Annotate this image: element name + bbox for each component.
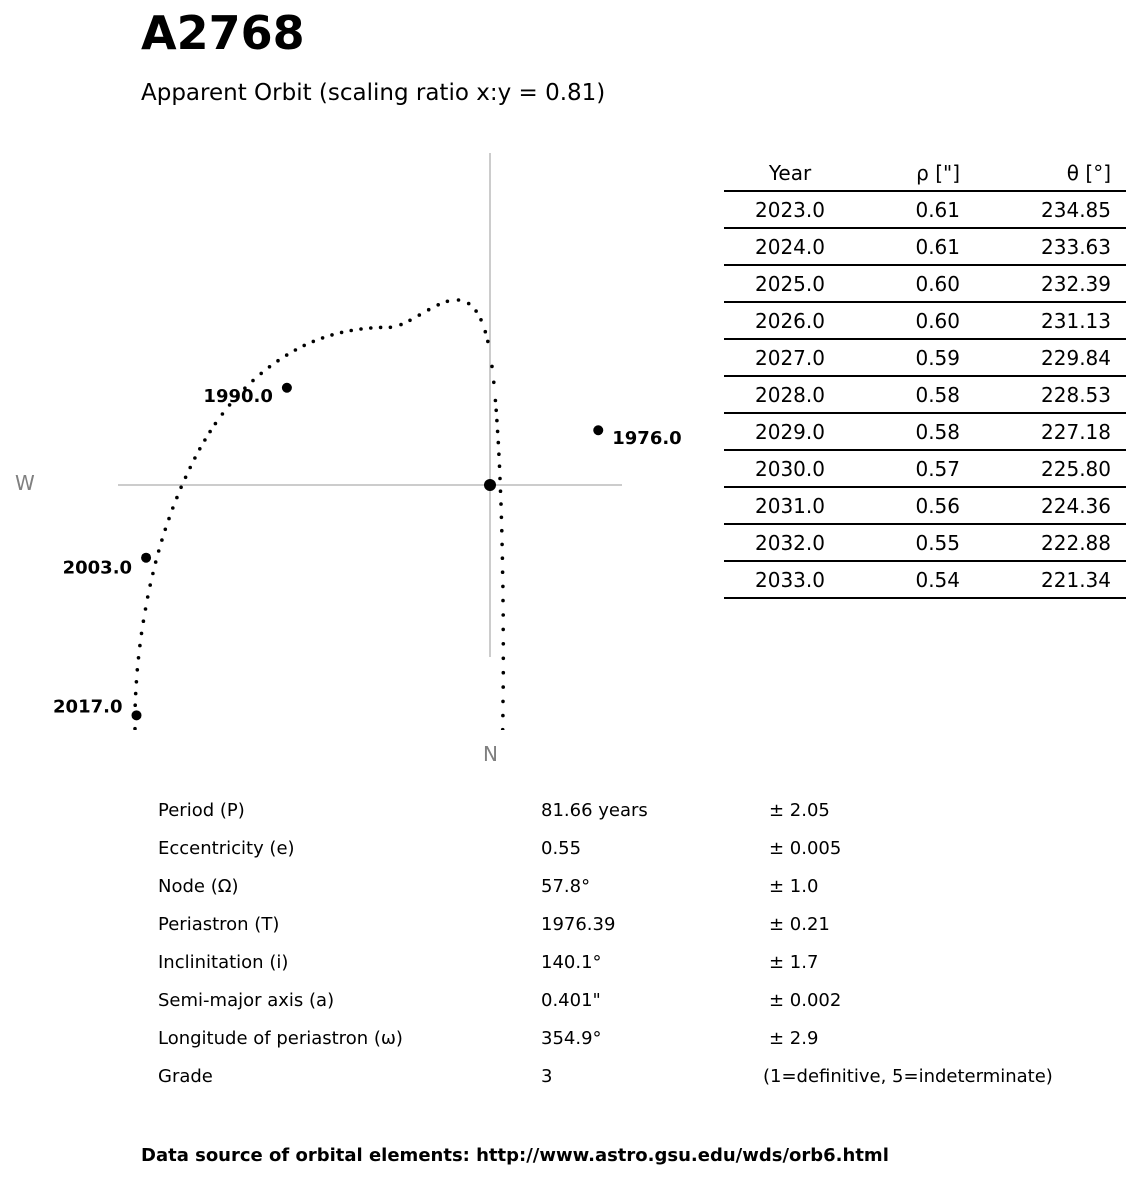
ephemeris-rho: 0.60 [856, 302, 960, 339]
element-error: ± 0.005 [769, 838, 842, 859]
ephemeris-year: 2030.0 [724, 450, 856, 487]
ephemeris-row [724, 487, 1126, 524]
ephemeris-theta: 234.85 [960, 191, 1126, 228]
element-name: Semi-major axis (a) [158, 990, 335, 1011]
ephemeris-year: 2024.0 [724, 228, 856, 265]
element-name: Eccentricity (e) [158, 838, 295, 859]
element-value: 81.66 years [541, 800, 648, 821]
orbit-dot [500, 543, 504, 547]
orbit-dot [179, 486, 183, 490]
ephemeris-header-row [724, 156, 1126, 191]
orbit-dot [193, 456, 197, 460]
chart-subtitle: Apparent Orbit (scaling ratio x:y = 0.81) [141, 80, 606, 106]
orbit-dot [133, 703, 137, 707]
epoch-marker [282, 383, 292, 393]
orbit-plot [0, 130, 720, 730]
element-name: Inclinitation (i) [158, 952, 289, 973]
orbit-dot [136, 668, 140, 672]
orbit-dot [208, 430, 212, 434]
header-theta: θ [°] [960, 156, 1126, 191]
ephemeris-rho: 0.61 [856, 228, 960, 265]
ephemeris-row [724, 265, 1126, 302]
orbit-dot [188, 466, 192, 470]
orbit-dots [133, 298, 505, 730]
orbit-dot [171, 506, 175, 510]
orbit-dot [138, 644, 142, 648]
orbit-dot [133, 727, 137, 730]
orbit-dot [497, 452, 501, 456]
element-name: Periastron (T) [158, 914, 280, 935]
orbit-dot [251, 379, 255, 383]
ephemeris-row [724, 228, 1126, 265]
ephemeris-year: 2028.0 [724, 376, 856, 413]
north-label: N [483, 742, 498, 766]
orbit-dot [198, 447, 202, 451]
ephemeris-row [724, 302, 1126, 339]
element-error: ± 1.0 [769, 876, 819, 897]
orbit-dot [501, 556, 505, 560]
orbit-dot [502, 657, 506, 661]
ephemeris-row [724, 561, 1126, 598]
ephemeris-row [724, 450, 1126, 487]
orbital-elements [158, 800, 1118, 1104]
orbit-dot [501, 585, 505, 589]
ephemeris-rho: 0.59 [856, 339, 960, 376]
element-row [158, 914, 1118, 952]
ephemeris-year: 2025.0 [724, 265, 856, 302]
orbit-dot [486, 340, 490, 344]
element-row [158, 1066, 1118, 1104]
ephemeris-year: 2023.0 [724, 191, 856, 228]
element-error: ± 0.21 [769, 914, 830, 935]
orbit-dot [467, 302, 471, 306]
ephemeris-theta: 231.13 [960, 302, 1126, 339]
orbit-dot [499, 489, 503, 493]
element-row [158, 952, 1118, 990]
orbit-dot [294, 348, 298, 352]
ephemeris-year: 2026.0 [724, 302, 856, 339]
orbit-dot [501, 570, 505, 574]
orbit-dot [340, 331, 344, 335]
orbit-dot [379, 326, 383, 330]
chart-title: A2768 [141, 6, 305, 60]
ephemeris-year: 2029.0 [724, 413, 856, 450]
element-value: 0.55 [541, 838, 582, 859]
orbit-dot [349, 329, 353, 333]
orbit-dot [154, 560, 158, 564]
header-rho: ρ ["] [856, 156, 960, 191]
element-value: 140.1° [541, 952, 602, 973]
header-year: Year [724, 156, 856, 191]
element-name: Longitude of periastron (ω) [158, 1028, 403, 1049]
data-source-footer: Data source of orbital elements: http://www.astro.gsu.edu/wds/orb6.html [141, 1145, 889, 1166]
orbit-dot [134, 692, 138, 696]
ephemeris-row [724, 376, 1126, 413]
ephemeris-rho: 0.58 [856, 413, 960, 450]
element-row [158, 800, 1118, 838]
ephemeris-rho: 0.57 [856, 450, 960, 487]
ephemeris-body [724, 191, 1126, 598]
ephemeris-theta: 221.34 [960, 561, 1126, 598]
ephemeris-theta: 228.53 [960, 376, 1126, 413]
orbit-dot [494, 409, 498, 413]
ephemeris-theta: 222.88 [960, 524, 1126, 561]
orbit-dot [285, 353, 289, 357]
orbit-dot [479, 318, 483, 322]
orbit-dot [500, 529, 504, 533]
ephemeris-row [724, 413, 1126, 450]
ephemeris-row [724, 339, 1126, 376]
orbit-dot [184, 476, 188, 480]
element-error: ± 1.7 [769, 952, 819, 973]
epoch-label: 2003.0 [62, 557, 133, 579]
orbit-dot [137, 656, 141, 660]
epoch-marker [141, 553, 151, 563]
element-error: ± 2.05 [769, 800, 830, 821]
element-name: Node (Ω) [158, 876, 239, 897]
element-value: 0.401" [541, 990, 601, 1011]
ephemeris-rho: 0.55 [856, 524, 960, 561]
orbit-dot [302, 344, 306, 348]
orbit-dot [359, 327, 363, 331]
element-row [158, 876, 1118, 914]
orbit-dot [501, 728, 505, 730]
orbit-dot [148, 583, 152, 587]
epoch-marker [131, 710, 141, 720]
ephemeris-theta: 232.39 [960, 265, 1126, 302]
ephemeris-theta: 225.80 [960, 450, 1126, 487]
orbit-dot [144, 607, 148, 611]
orbit-dot [151, 572, 155, 576]
element-error: (1=definitive, 5=indeterminate) [763, 1066, 1053, 1087]
orbit-dot [203, 438, 207, 442]
orbit-dot [259, 372, 263, 376]
orbit-dot [496, 430, 500, 434]
orbit-dot [146, 595, 150, 599]
element-value: 57.8° [541, 876, 591, 897]
ephemeris-rho: 0.58 [856, 376, 960, 413]
orbit-dot [369, 326, 373, 330]
element-name: Period (P) [158, 800, 245, 821]
ephemeris-theta: 233.63 [960, 228, 1126, 265]
orbit-dot [399, 323, 403, 327]
element-error: ± 0.002 [769, 990, 842, 1011]
ephemeris-table [724, 156, 1126, 599]
orbit-dot [501, 714, 505, 718]
orbit-dot [214, 422, 218, 426]
orbit-dot [457, 298, 461, 302]
ephemeris-rho: 0.54 [856, 561, 960, 598]
element-value: 3 [541, 1066, 553, 1087]
orbit-dot [495, 419, 499, 423]
orbit-dot [474, 309, 478, 313]
orbit-dot [490, 365, 494, 369]
west-label: W [15, 471, 35, 495]
orbit-dot [494, 399, 498, 403]
ephemeris-rho: 0.56 [856, 487, 960, 524]
orbit-dot [492, 381, 496, 385]
ephemeris-theta: 224.36 [960, 487, 1126, 524]
orbit-dot [408, 319, 412, 323]
orbit-dot [446, 300, 450, 304]
ephemeris-year: 2032.0 [724, 524, 856, 561]
orbit-dot [499, 502, 503, 506]
epoch-marks [53, 383, 682, 730]
orbit-dot [321, 336, 325, 340]
orbit-dot [276, 359, 280, 363]
epoch-label: 1990.0 [203, 385, 273, 407]
orbit-dot [500, 516, 504, 520]
epoch-label: 2017.0 [53, 696, 123, 718]
orbit-dot [497, 441, 501, 445]
orbit-dot [501, 599, 505, 603]
orbit-dot [142, 619, 146, 623]
orbit-dot [484, 330, 488, 334]
orbit-dot [498, 477, 502, 481]
epoch-label: 1976.0 [612, 428, 682, 450]
orbit-dot [164, 528, 168, 532]
orbit-dot [501, 700, 505, 704]
orbit-dot [175, 496, 179, 500]
element-row [158, 838, 1118, 876]
primary-star [484, 479, 496, 491]
element-name: Grade [158, 1066, 213, 1087]
orbit-dot [160, 538, 164, 542]
orbit-dot [418, 313, 422, 317]
element-value: 354.9° [541, 1028, 602, 1049]
orbit-dot [140, 632, 144, 636]
ephemeris-year: 2027.0 [724, 339, 856, 376]
ephemeris-year: 2031.0 [724, 487, 856, 524]
orbit-dot [501, 628, 505, 632]
element-error: ± 2.9 [769, 1028, 819, 1049]
orbit-dot [501, 685, 505, 689]
element-row [158, 990, 1118, 1028]
orbit-dot [498, 464, 502, 468]
orbit-dot [221, 412, 225, 416]
ephemeris-theta: 229.84 [960, 339, 1126, 376]
element-value: 1976.39 [541, 914, 616, 935]
orbit-dot [502, 671, 506, 675]
ephemeris-rho: 0.61 [856, 191, 960, 228]
orbit-dot [436, 303, 440, 307]
orbit-dot [330, 333, 334, 337]
orbit-dot [501, 613, 505, 617]
epoch-marker [593, 425, 603, 435]
orbit-dot [135, 680, 139, 684]
orbit-dot [389, 326, 393, 330]
ephemeris-year: 2033.0 [724, 561, 856, 598]
orbit-dot [502, 642, 506, 646]
ephemeris-row [724, 191, 1126, 228]
orbit-dot [268, 365, 272, 369]
orbit-dot [157, 549, 161, 553]
element-row [158, 1028, 1118, 1066]
orbit-dot [167, 517, 171, 521]
ephemeris-rho: 0.60 [856, 265, 960, 302]
ephemeris-theta: 227.18 [960, 413, 1126, 450]
orbit-dot [427, 308, 431, 312]
ephemeris-row [724, 524, 1126, 561]
orbit-dot [312, 340, 316, 344]
